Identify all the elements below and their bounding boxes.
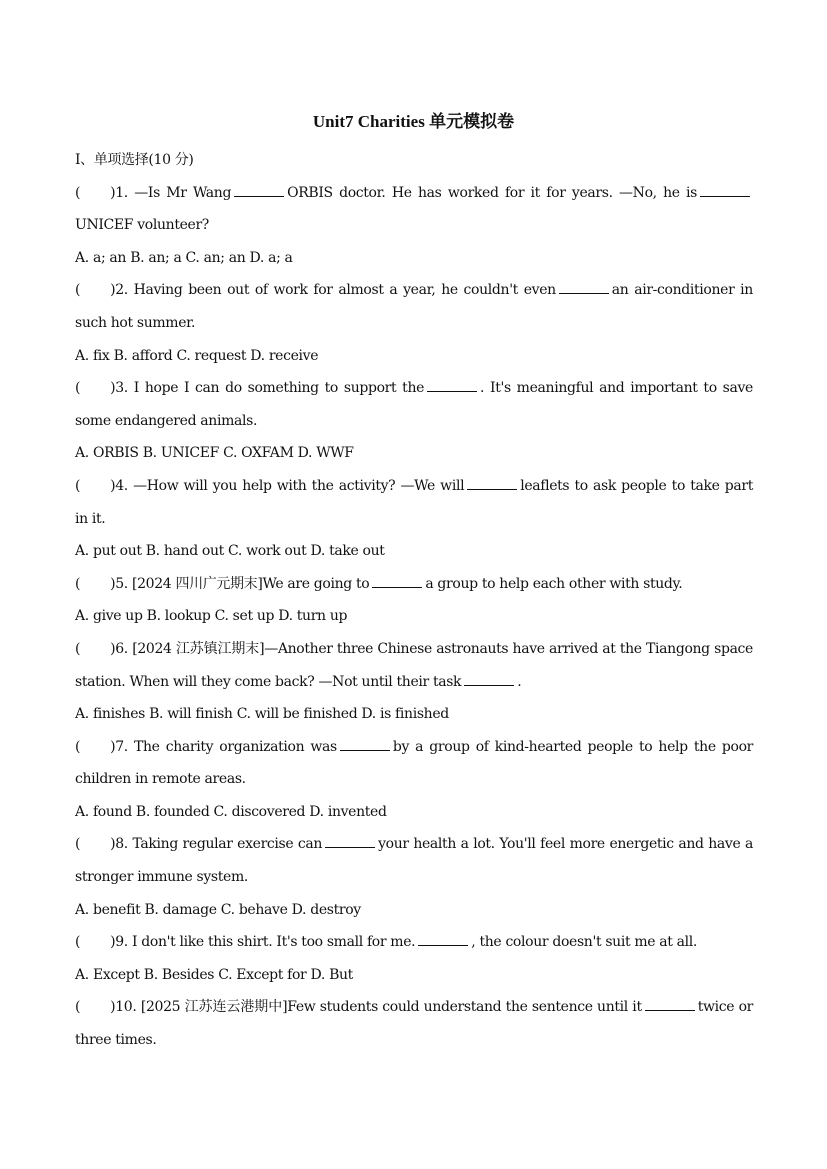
answer-paren: ( xyxy=(75,640,81,657)
exam-content xyxy=(75,144,753,1057)
question-text: . It's meaningful and important to save some endangered animals. xyxy=(75,380,753,429)
question-number: )8. xyxy=(110,836,128,853)
question-4-options: A. put out B. hand out C. work out D. take out xyxy=(75,543,385,560)
question-8 xyxy=(75,828,753,893)
question-text: —How will you help with the activity? —We will xyxy=(133,477,465,494)
question-3 xyxy=(75,372,753,437)
question-text: . xyxy=(517,673,522,690)
question-6-options: A. finishes B. will finish C. will be finished D. is finished xyxy=(75,706,449,723)
question-text: I hope I can do something to support the xyxy=(133,380,425,397)
question-number: )9. xyxy=(110,934,128,951)
question-number: )10. xyxy=(110,999,137,1016)
question-text: [2024 江苏镇江期末]—Another three Chinese astronauts have arrived at the Tiangong space station. When will they come back? —Not until their task xyxy=(75,640,753,690)
fill-blank xyxy=(467,475,517,490)
fill-blank xyxy=(340,736,390,751)
question-1 xyxy=(75,177,753,242)
fill-blank xyxy=(418,931,468,946)
question-4 xyxy=(75,470,753,535)
question-text: an air-conditioner in such hot summer. xyxy=(75,282,753,331)
answer-paren: ( xyxy=(75,184,81,201)
question-text: your health a lot. You'll feel more energetic and have a stronger immune system. xyxy=(75,836,753,886)
question-number: )1. xyxy=(110,184,128,201)
question-text: Having been out of work for almost a year, he couldn't even xyxy=(133,282,556,299)
question-text: leaflets to ask people to take part in it. xyxy=(75,477,753,527)
question-text: by a group of kind-hearted people to help the poor children in remote areas. xyxy=(75,738,753,788)
question-text: [2025 江苏连云港期中]Few students could understand the sentence until it xyxy=(140,999,642,1016)
answer-paren: ( xyxy=(75,999,81,1016)
page-title: Unit7 Charities 单元模拟卷 xyxy=(312,112,515,131)
question-2-options: A. fix B. afford C. request D. receive xyxy=(75,347,319,364)
question-2 xyxy=(75,274,753,339)
question-number: )2. xyxy=(110,282,128,299)
question-6 xyxy=(75,633,753,698)
question-9-options: A. Except B. Besides C. Except for D. But xyxy=(75,966,353,983)
question-10 xyxy=(75,991,753,1056)
question-number: )7. xyxy=(110,738,128,755)
answer-paren: ( xyxy=(75,934,81,951)
fill-blank xyxy=(700,182,750,197)
fill-blank xyxy=(234,182,284,197)
question-number: )6. xyxy=(110,640,128,657)
fill-blank xyxy=(645,996,695,1011)
question-text: twice or three times. xyxy=(75,999,753,1049)
question-text: UNICEF volunteer? xyxy=(75,217,209,234)
fill-blank xyxy=(325,833,375,848)
fill-blank xyxy=(427,377,477,392)
question-text: The charity organization was xyxy=(134,738,337,755)
question-text: a group to help each other with study. xyxy=(425,575,683,592)
answer-paren: ( xyxy=(75,738,81,755)
question-5-options: A. give up B. lookup C. set up D. turn up xyxy=(75,608,348,625)
question-text: I don't like this shirt. It's too small for me. xyxy=(132,934,416,951)
answer-paren: ( xyxy=(75,282,81,299)
question-9 xyxy=(75,926,753,959)
question-3-options: A. ORBIS B. UNICEF C. OXFAM D. WWF xyxy=(75,445,354,462)
question-number: )4. xyxy=(110,477,128,494)
fill-blank xyxy=(464,671,514,686)
question-number: )3. xyxy=(110,380,128,397)
answer-paren: ( xyxy=(75,836,81,853)
question-number: )5. xyxy=(110,575,128,592)
section-heading: I、单项选择(10 分) xyxy=(75,152,194,168)
question-5 xyxy=(75,568,753,601)
question-text: Taking regular exercise can xyxy=(132,836,323,853)
question-text: —Is Mr Wang xyxy=(134,184,232,201)
question-7 xyxy=(75,731,753,796)
question-7-options: A. found B. founded C. discovered D. invented xyxy=(75,803,387,820)
question-text: ORBIS doctor. He has worked for it for years. —No, he is xyxy=(287,184,698,201)
question-1-options: A. a; an B. an; a C. an; an D. a; a xyxy=(75,249,293,266)
fill-blank xyxy=(372,573,422,588)
answer-paren: ( xyxy=(75,380,81,397)
fill-blank xyxy=(559,279,609,294)
answer-paren: ( xyxy=(75,477,81,494)
question-text: , the colour doesn't suit me at all. xyxy=(471,934,698,951)
question-text: [2024 四川广元期末]We are going to xyxy=(132,575,370,592)
answer-paren: ( xyxy=(75,575,81,592)
question-8-options: A. benefit B. damage C. behave D. destroy xyxy=(75,901,361,918)
